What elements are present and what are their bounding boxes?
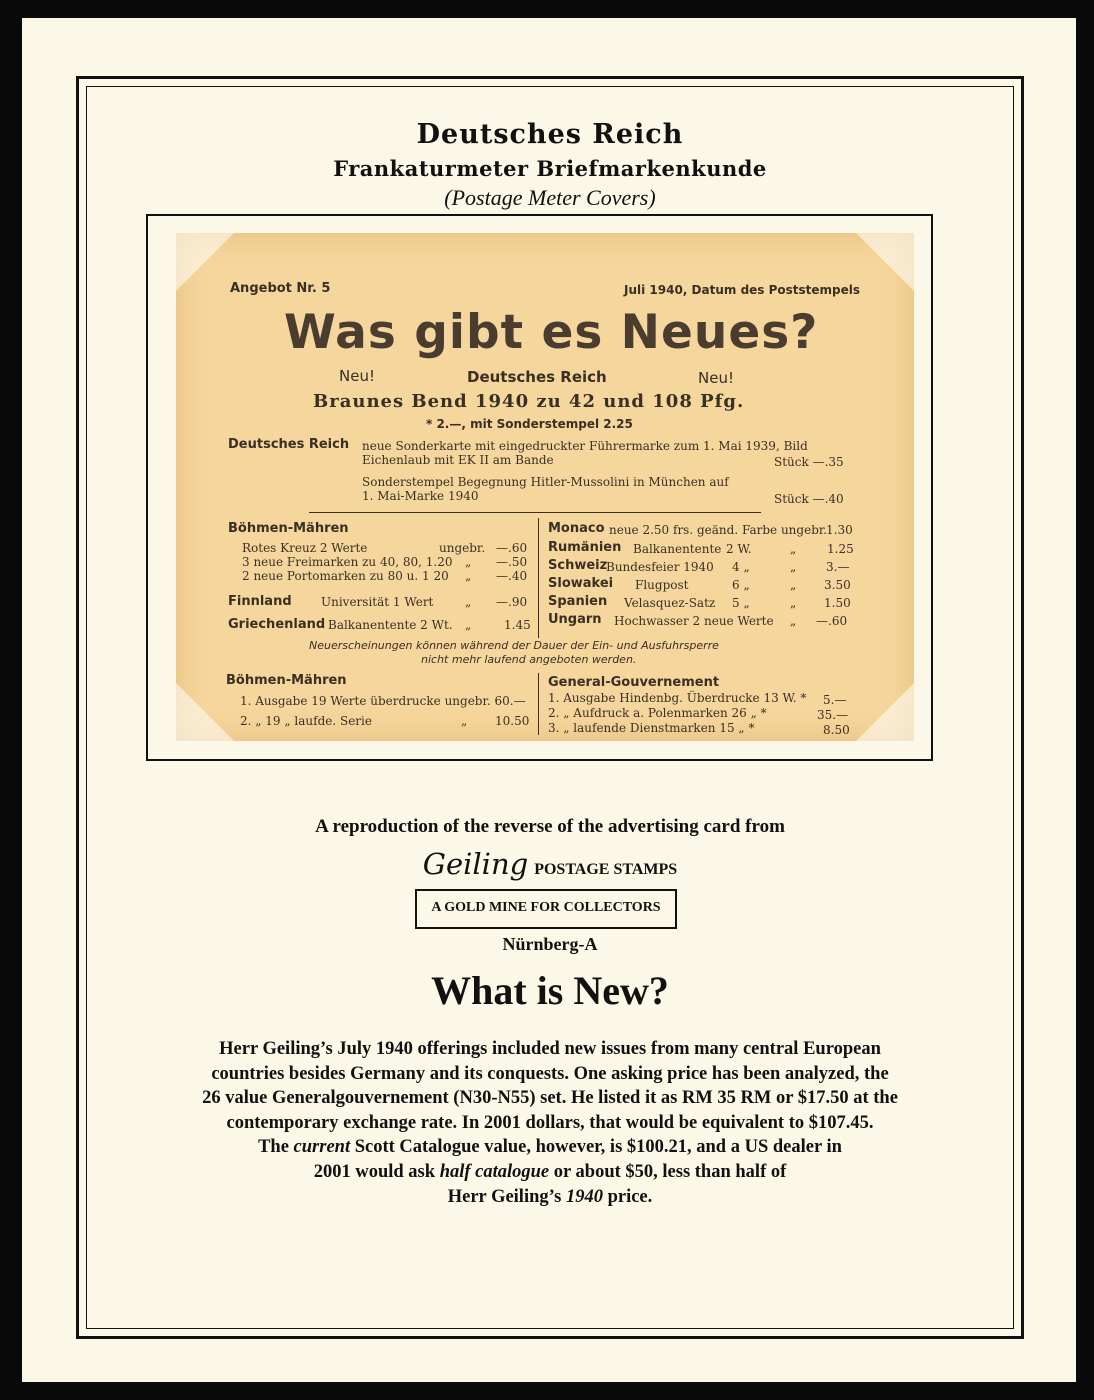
card-headline: Was gibt es Neues?: [284, 305, 819, 360]
list-item-price: 1.25: [827, 542, 854, 556]
list-item-desc: Rotes Kreuz 2 Werte: [242, 541, 368, 555]
list-item-cond: „: [465, 555, 472, 569]
bm-title: Böhmen-Mähren: [226, 673, 347, 688]
photo-corner: [856, 233, 914, 291]
list-item-name: Schweiz: [548, 558, 608, 573]
geiling-script: Geiling: [422, 847, 529, 881]
list-item-desc: Bundesfeier 1940: [606, 560, 714, 574]
list-item-name: Griechenland: [228, 617, 326, 632]
list-item-qty: 2 W.: [726, 542, 752, 556]
list-item-cond: „: [465, 595, 472, 609]
export-note: nicht mehr laufend angeboten werden.: [421, 653, 637, 666]
paragraph-line: Herr Geiling’s July 1940 offerings included new issues from many central European: [219, 1039, 881, 1059]
geiling-logo: [79, 847, 1021, 881]
list-item-name: Monaco: [548, 521, 605, 536]
list-item-cond: „: [465, 569, 472, 583]
neu-right: Neu!: [698, 369, 734, 387]
column-divider: [538, 518, 539, 638]
dr-line: Sonderstempel Begegnung Hitler-Mussolini in München auf: [362, 475, 729, 489]
list-item-price: —.60: [816, 614, 848, 628]
paragraph-line: The current Scott Catalogue value, however, is $100.21, and a US dealer in: [258, 1137, 842, 1158]
list-item-price: —.60: [496, 541, 528, 555]
photo-corner: [176, 233, 234, 291]
gg-title: General-Gouvernement: [548, 675, 720, 690]
list-item-cond: ungebr.: [439, 541, 486, 555]
list-item-desc: 2 neue Portomarken zu 80 u. 1 20: [242, 569, 449, 583]
list-item-cond: „: [790, 542, 797, 556]
page-subtitle: Frankaturmeter Briefmarkenkunde: [333, 156, 767, 181]
dr-price: Stück —.40: [774, 492, 844, 506]
list-item-name: Finnland: [228, 594, 292, 609]
paragraph-line: Herr Geiling’s 1940 price.: [447, 1186, 653, 1207]
list-item-cond: „: [790, 578, 797, 592]
list-item-desc: neue 2.50 frs. geänd. Farbe ungebr.: [609, 523, 828, 537]
list-item-price: —.50: [496, 555, 528, 569]
list-item-name: Spanien: [548, 594, 608, 609]
bm-row: 2. „ 19 „ laufde. Serie: [240, 714, 372, 728]
bm-row-cond: „: [461, 714, 468, 728]
page-subtitle-english: (Postage Meter Covers): [444, 185, 656, 210]
paragraph-line: 2001 would ask half catalogue or about $50, less than half of: [313, 1161, 787, 1182]
list-item-cond: „: [790, 596, 797, 610]
bm-row: 1. Ausgabe 19 Werte überdrucke ungebr. 60.—: [240, 694, 526, 708]
offer-number: Angebot Nr. 5: [230, 281, 331, 296]
paragraph-line: countries besides Germany and its conquests. One asking price has been analyzed, the: [211, 1063, 889, 1084]
list-item-desc: Universität 1 Wert: [321, 595, 434, 609]
list-item-name: Slowakei: [548, 576, 614, 591]
paragraph-line: 26 value Generalgouvernement (N30-N55) set. He listed it as RM 35 RM or $17.50 at the: [202, 1088, 898, 1109]
list-item-name: Böhmen-Mähren: [228, 521, 349, 536]
list-item-desc: Hochwasser 2 neue Werte: [614, 614, 774, 628]
dr-label: Deutsches Reich: [228, 437, 350, 452]
list-item-price: —.40: [496, 569, 528, 583]
list-item-desc: Flugpost: [635, 578, 689, 592]
list-item-price: 1.45: [504, 618, 531, 632]
column-divider: [538, 673, 539, 735]
card-mount: [146, 214, 933, 761]
article-heading: What is New?: [431, 968, 669, 1013]
geiling-tagline: POSTAGE STAMPS: [534, 861, 678, 878]
list-item-qty: 4 „: [732, 560, 750, 574]
offer-date: Juli 1940, Datum des Poststempels: [624, 283, 861, 297]
neu-left: Neu!: [339, 367, 375, 385]
list-item-desc: Balkanentente 2 Wt.: [328, 618, 453, 632]
dr-center: Deutsches Reich: [467, 368, 607, 386]
list-item-name: Ungarn: [548, 612, 602, 627]
sonderstempel-price: * 2.—, mit Sonderstempel 2.25: [426, 417, 633, 431]
list-item-cond: „: [465, 618, 472, 632]
dr-line: Eichenlaub mit EK II am Bande: [362, 453, 554, 467]
slogan-box: A GOLD MINE FOR COLLECTORS: [415, 889, 677, 929]
photo-corner: [856, 683, 914, 741]
gg-row: 1. Ausgabe Hindenbg. Überdrucke 13 W. *: [548, 691, 807, 705]
export-note: Neuerscheinungen können während der Dauer der Ein- und Ausfuhrsperre: [309, 639, 719, 652]
braunes-band: Braunes Bend 1940 zu 42 und 108 Pfg.: [313, 391, 745, 412]
city-caption: Nürnberg-A: [502, 934, 598, 954]
list-item-cond: „: [790, 614, 797, 628]
dr-line: neue Sonderkarte mit eingedruckter Führermarke zum 1. Mai 1939, Bild: [362, 439, 808, 453]
list-item-qty: 6 „: [732, 578, 750, 592]
list-item-price: —.90: [496, 595, 528, 609]
list-item-desc: Balkanentente: [633, 542, 722, 556]
list-item-price: 1.50: [824, 596, 851, 610]
dr-price: Stück —.35: [774, 455, 844, 469]
photo-corner: [176, 683, 234, 741]
caption-line: A reproduction of the reverse of the advertising card from: [315, 816, 785, 837]
gg-row: 2. „ Aufdruck a. Polenmarken 26 „ *: [548, 706, 767, 720]
list-item-desc: Velasquez-Satz: [624, 596, 716, 610]
bm-row-price: 10.50: [495, 714, 530, 728]
dr-line: 1. Mai-Marke 1940: [362, 489, 479, 503]
list-item-cond: „: [790, 560, 797, 574]
list-item-price: 1.30: [826, 523, 853, 537]
gg-row-price: 8.50: [823, 723, 850, 737]
divider: [309, 512, 761, 513]
gg-row-price: 5.—: [823, 693, 847, 707]
gg-row-price: 35.—: [817, 708, 849, 722]
gg-row: 3. „ laufende Dienstmarken 15 „ *: [548, 721, 755, 735]
paragraph-line: contemporary exchange rate. In 2001 dollars, that would be equivalent to $107.45.: [226, 1112, 874, 1133]
advertising-card: [176, 233, 914, 741]
article-paragraph: [139, 1037, 961, 1209]
list-item-name: Rumänien: [548, 540, 622, 555]
list-item-qty: 5 „: [732, 596, 750, 610]
page-border: [76, 76, 1024, 1339]
list-item-desc: 3 neue Freimarken zu 40, 80, 1.20: [242, 555, 453, 569]
page-title: Deutsches Reich: [416, 119, 684, 150]
album-page: [22, 18, 1076, 1382]
list-item-price: 3.—: [826, 560, 850, 574]
list-item-price: 3.50: [824, 578, 851, 592]
